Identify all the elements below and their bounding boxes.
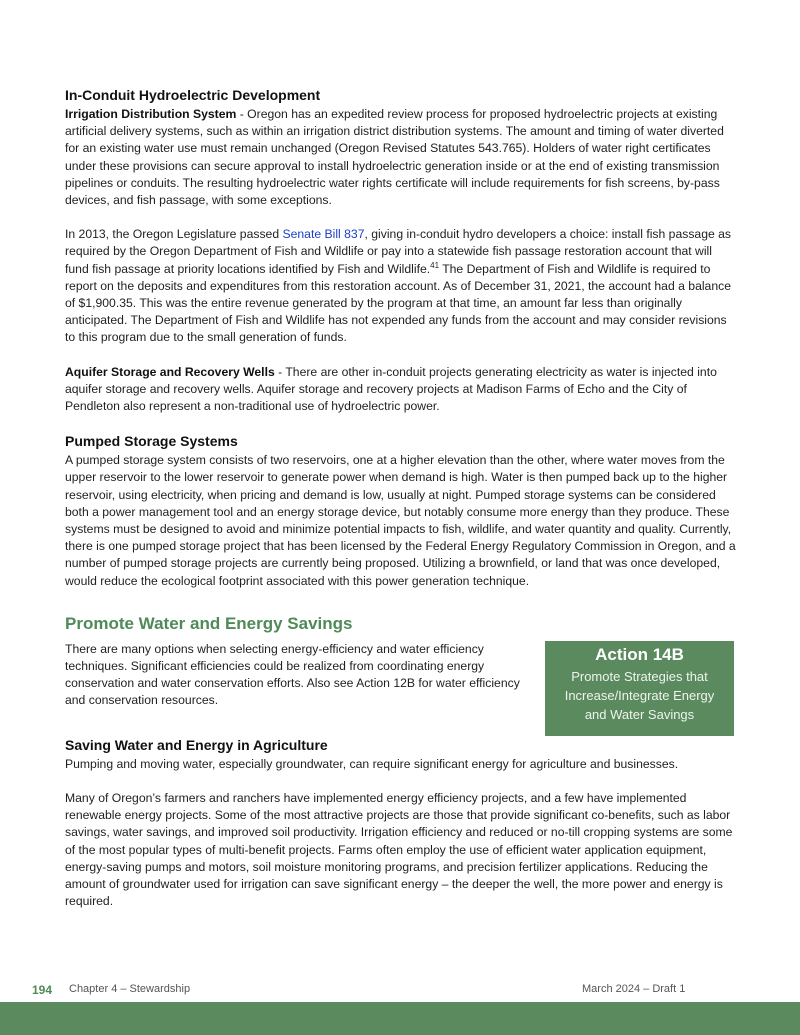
action-subtitle: Promote Strategies that Increase/Integrate Energy and Water Savings bbox=[564, 668, 715, 722]
paragraph-pumped-storage: A pumped storage system consists of two reservoirs, one at a higher elevation than the other, where water moves from the upper reservoir to the lower reservoir to generate power when demand is high. Water is then pumped back up to the higher reservoir, using electricity, when pricing and demand is low, usually at night. Pumped storage systems can be considered both a power management tool and an energy storage device, but notably consume more energy than they produce. These systems must be designed to avoid and minimize potential impacts to fish, wildlife, and water quantity and quality. Currently, there is one pumped storage project that has been licensed by the Federal Energy Regulatory Commission in Oregon, and a number of pumped storage projects are currently being proposed. Utilizing a brownfield, or land that was once developed, would reduce the ecological footprint associated with this power generation technique. bbox=[65, 453, 736, 588]
paragraph-promote-savings: There are many options when selecting energy-efficiency and water efficiency techniques. Significant efficiencies could be realized from coordinating energy conservation and water conservation efforts. Also see Action 12B for water efficiency and conservation resources. bbox=[65, 641, 520, 708]
text-senate-bill-after: The Department of Fish and Wildlife is required to report on the deposits and expenditures from this restoration account. As of December 31, 2021, the account had a balance of $1,900.35. This was the entire revenue generated by the program at that time, an amount far less than originally anticipated. The Department of Fish and Wildlife has not expended any funds from the account and may consider revisions to this program due to the small generation of funds. bbox=[65, 261, 731, 345]
text-senate-bill-mid: , giving in-conduit hydro developers a choice: install fish passage as required by the Oregon Department of Fish and Wildlife or pay into a statewide fish passage restoration account that will fund fish passage at priority locations identified by Fish and Wildlife. bbox=[65, 227, 732, 276]
chapter-label: Chapter 4 – Stewardship bbox=[69, 983, 191, 995]
text-senate-bill-before: In 2013, the Oregon Legislature passed bbox=[65, 227, 283, 242]
heading-agriculture: Saving Water and Energy in Agriculture bbox=[65, 736, 328, 753]
action-14b-callout bbox=[545, 641, 734, 736]
text-aquifer-storage: - There are other in-conduit projects generating electricity as water is injected into aquifer storage and recovery wells. Aquifer storage and recovery projects at Madison Farms of Echo and the City of Pendleton also represent a non-traditional use of hydroelectric power. bbox=[65, 364, 717, 414]
text-irrigation-distribution: - Oregon has an expedited review process for proposed hydroelectric projects at existing artificial delivery systems, such as within an irrigation district distribution systems. The amount and timing of water diverted for an existing water use must remain unchanged (Oregon Revised Statutes 543.765). Holders of water right certificates under these provisions can secure approval to install hydroelectric generation inside or at the end of existing transmission pipelines or conduits. The resulting hydroelectric water rights certificate will include requirements for fish screens, by-pass devices, and fish passage, with some exceptions. bbox=[65, 107, 724, 208]
footer-band bbox=[0, 1002, 800, 1035]
senate-bill-837-link[interactable]: Senate Bill 837 bbox=[282, 227, 365, 242]
paragraph-agriculture-2: Many of Oregon’s farmers and ranchers have implemented energy efficiency projects, and a few have implemented renewable energy projects. Some of the most attractive projects are those that provide significant co-benefits, such as labor savings, water savings, and improved soil productivity. Irrigation efficiency and reduced or no-till cropping systems are some of the most popular types of multi-benefit projects. Farms often employ the use of efficient water application equipment, energy-saving pumps and motors, soil moisture monitoring programs, and precision fertilizer applications. Reducing the amount of groundwater used for irrigation can save significant energy – the deeper the well, the more power and energy is required. bbox=[65, 790, 733, 909]
page-content bbox=[65, 86, 737, 910]
lead-irrigation-distribution: Irrigation Distribution System bbox=[65, 107, 237, 121]
heading-pumped-storage: Pumped Storage Systems bbox=[65, 433, 238, 450]
heading-promote-savings: Promote Water and Energy Savings bbox=[65, 613, 353, 633]
lead-aquifer-storage: Aquifer Storage and Recovery Wells bbox=[65, 364, 275, 379]
paragraph-agriculture-1: Pumping and moving water, especially groundwater, can require significant energy for agriculture and businesses. bbox=[65, 756, 679, 771]
paragraph-aquifer-storage bbox=[65, 364, 737, 416]
draft-date: March 2024 – Draft 1 bbox=[582, 983, 686, 995]
page-number: 194 bbox=[32, 983, 53, 997]
heading-in-conduit: In-Conduit Hydroelectric Development bbox=[65, 87, 321, 103]
paragraph-senate-bill bbox=[65, 226, 737, 346]
page-footer bbox=[32, 983, 732, 999]
action-title: Action 14B bbox=[595, 644, 684, 664]
action-section bbox=[65, 641, 737, 722]
footnote-41[interactable]: 41 bbox=[430, 260, 440, 270]
paragraph-irrigation-distribution bbox=[65, 106, 737, 209]
